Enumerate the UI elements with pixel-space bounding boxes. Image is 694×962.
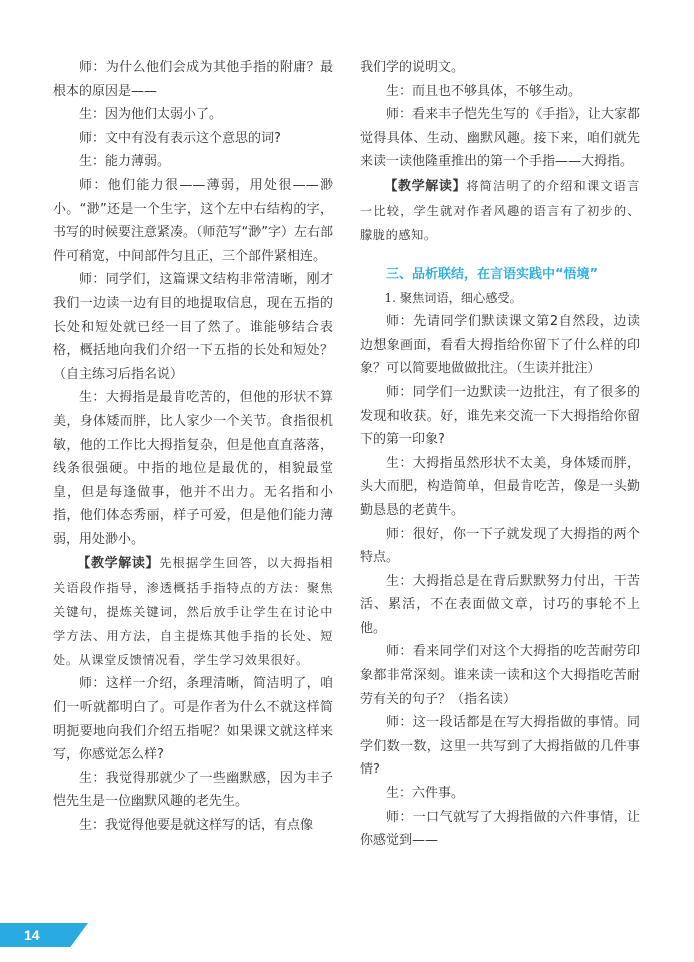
paragraph: 师：文中有没有表示这个意思的词? bbox=[79, 130, 281, 146]
teaching-note-tag: 【教学解读】 bbox=[77, 556, 160, 572]
paragraph: 生：大拇指虽然形状不太美，身体矮而胖，头大而肥，构造简单，但最肯吃苦，像是一头勤勤恳恳的老黄牛。 bbox=[360, 455, 640, 518]
paragraph: 师：同学们，这篇课文结构非常清晰，刚才我们一边读一边有目的地提取信息，现在五指的长处和短处就已经一目了然了。谁能够结合表格，概括地向我们介绍一下五指的长处和短处？（自主练习后指名说） bbox=[53, 272, 333, 382]
page-number: 14 bbox=[24, 927, 40, 943]
paragraph: 生：能力薄弱。 bbox=[79, 154, 171, 170]
section-heading: 三、品析联结，在言语实践中“悟境” bbox=[386, 266, 599, 282]
teaching-note-text: 先根据学生回答，以大拇指相关语段作指导，渗透概括手指特点的方法：聚焦关键句，提炼关键词，然后放手让学生在讨论中学方法、用方法，自主提炼其他手指的长处、短处。从课堂反馈情况看，学生学习效果很好。 bbox=[53, 556, 333, 668]
paragraph: 师：他们能力很——薄弱，用处很——渺小。“渺”还是一个生字，这个左中右结构的字，书写的时候要注意紧凑。（师范写“渺”字）左右部件可稍宽，中间部件匀且正，三个部件紧相连。 bbox=[53, 177, 333, 264]
subsection-heading: 1. 聚焦词语，细心感受。 bbox=[384, 290, 522, 305]
paragraph: 师：这一段话都是在写大拇指做的事情。同学们数一数，这里一共写到了大拇指做的几件事情? bbox=[360, 715, 640, 778]
paragraph: 师：看来丰子恺先生写的《手指》，让大家都觉得具体、生动、幽默风趣。接下来，咱们就先来读一读他隆重推出的第一个手指——大拇指。 bbox=[360, 107, 640, 170]
paragraph: 我们学的说明文。 bbox=[360, 60, 465, 75]
page-number-band bbox=[0, 923, 88, 947]
teaching-note bbox=[360, 174, 640, 247]
paragraph: 师：这样一介绍，条理清晰，简洁明了，咱们一听就都明白了。可是作者为什么不就这样简明扼要地向我们介绍五指呢？如果课文就这样来写，你感觉怎么样? bbox=[53, 676, 333, 763]
paragraph: 师：很好，你一下子就发现了大拇指的两个特点。 bbox=[360, 526, 640, 566]
teaching-note bbox=[53, 551, 333, 672]
right-column bbox=[360, 56, 640, 853]
paragraph: 生：我觉得他要是就这样写的话，有点像 bbox=[79, 818, 314, 834]
paragraph: 师：为什么他们会成为其他手指的附庸？最根本的原因是—— bbox=[53, 60, 333, 99]
paragraph: 生：六件事。 bbox=[386, 786, 465, 802]
teaching-note-text: 将简洁明了的介绍和课文语言一比较，学生就对作者风趣的语言有了初步的、朦胧的感知。 bbox=[360, 178, 640, 242]
paragraph: 生：大拇指总是在背后默默努力付出，干苦活、累活，不在表面做文章，讨巧的事轮不上他。 bbox=[360, 573, 640, 636]
paragraph: 生：大拇指是最肯吃苦的，但他的形状不算美，身体矮而胖，比人家少一个关节。食指很机敏，他的工作比大拇指复杂，但是他直直落落，线条很强硬。中指的地位是最优的，相貌最堂皇，但是每逢做事，他并不出力。无名指和小指，他们体态秀丽，样子可爱，但是他们能力薄弱，用处渺小。 bbox=[53, 390, 333, 547]
left-column bbox=[53, 56, 333, 838]
paragraph: 生：而且也不够具体，不够生动。 bbox=[386, 83, 582, 99]
paragraph: 师：一口气就写了大拇指做的六件事情，让你感觉到—— bbox=[360, 809, 640, 849]
paragraph: 生：我觉得那就少了一些幽默感，因为丰子恺先生是一位幽默风趣的老先生。 bbox=[53, 770, 333, 810]
paragraph: 生：因为他们太弱小了。 bbox=[79, 107, 223, 123]
paragraph: 师：看来同学们对这个大拇指的吃苦耐劳印象都非常深刻。谁来读一读和这个大拇指吃苦耐劳有关的句子？（指名读） bbox=[360, 644, 640, 707]
teaching-note-tag: 【教学解读】 bbox=[384, 178, 467, 194]
paragraph: 师：先请同学们默读课文第2自然段，边读边想象画面，看看大拇指给你留下了什么样的印象？可以简要地做做批注。（生读并批注） bbox=[360, 314, 640, 377]
paragraph: 师：同学们一边默读一边批注，有了很多的发现和收获。好，谁先来交流一下大拇指给你留下的第一印象? bbox=[360, 384, 640, 448]
